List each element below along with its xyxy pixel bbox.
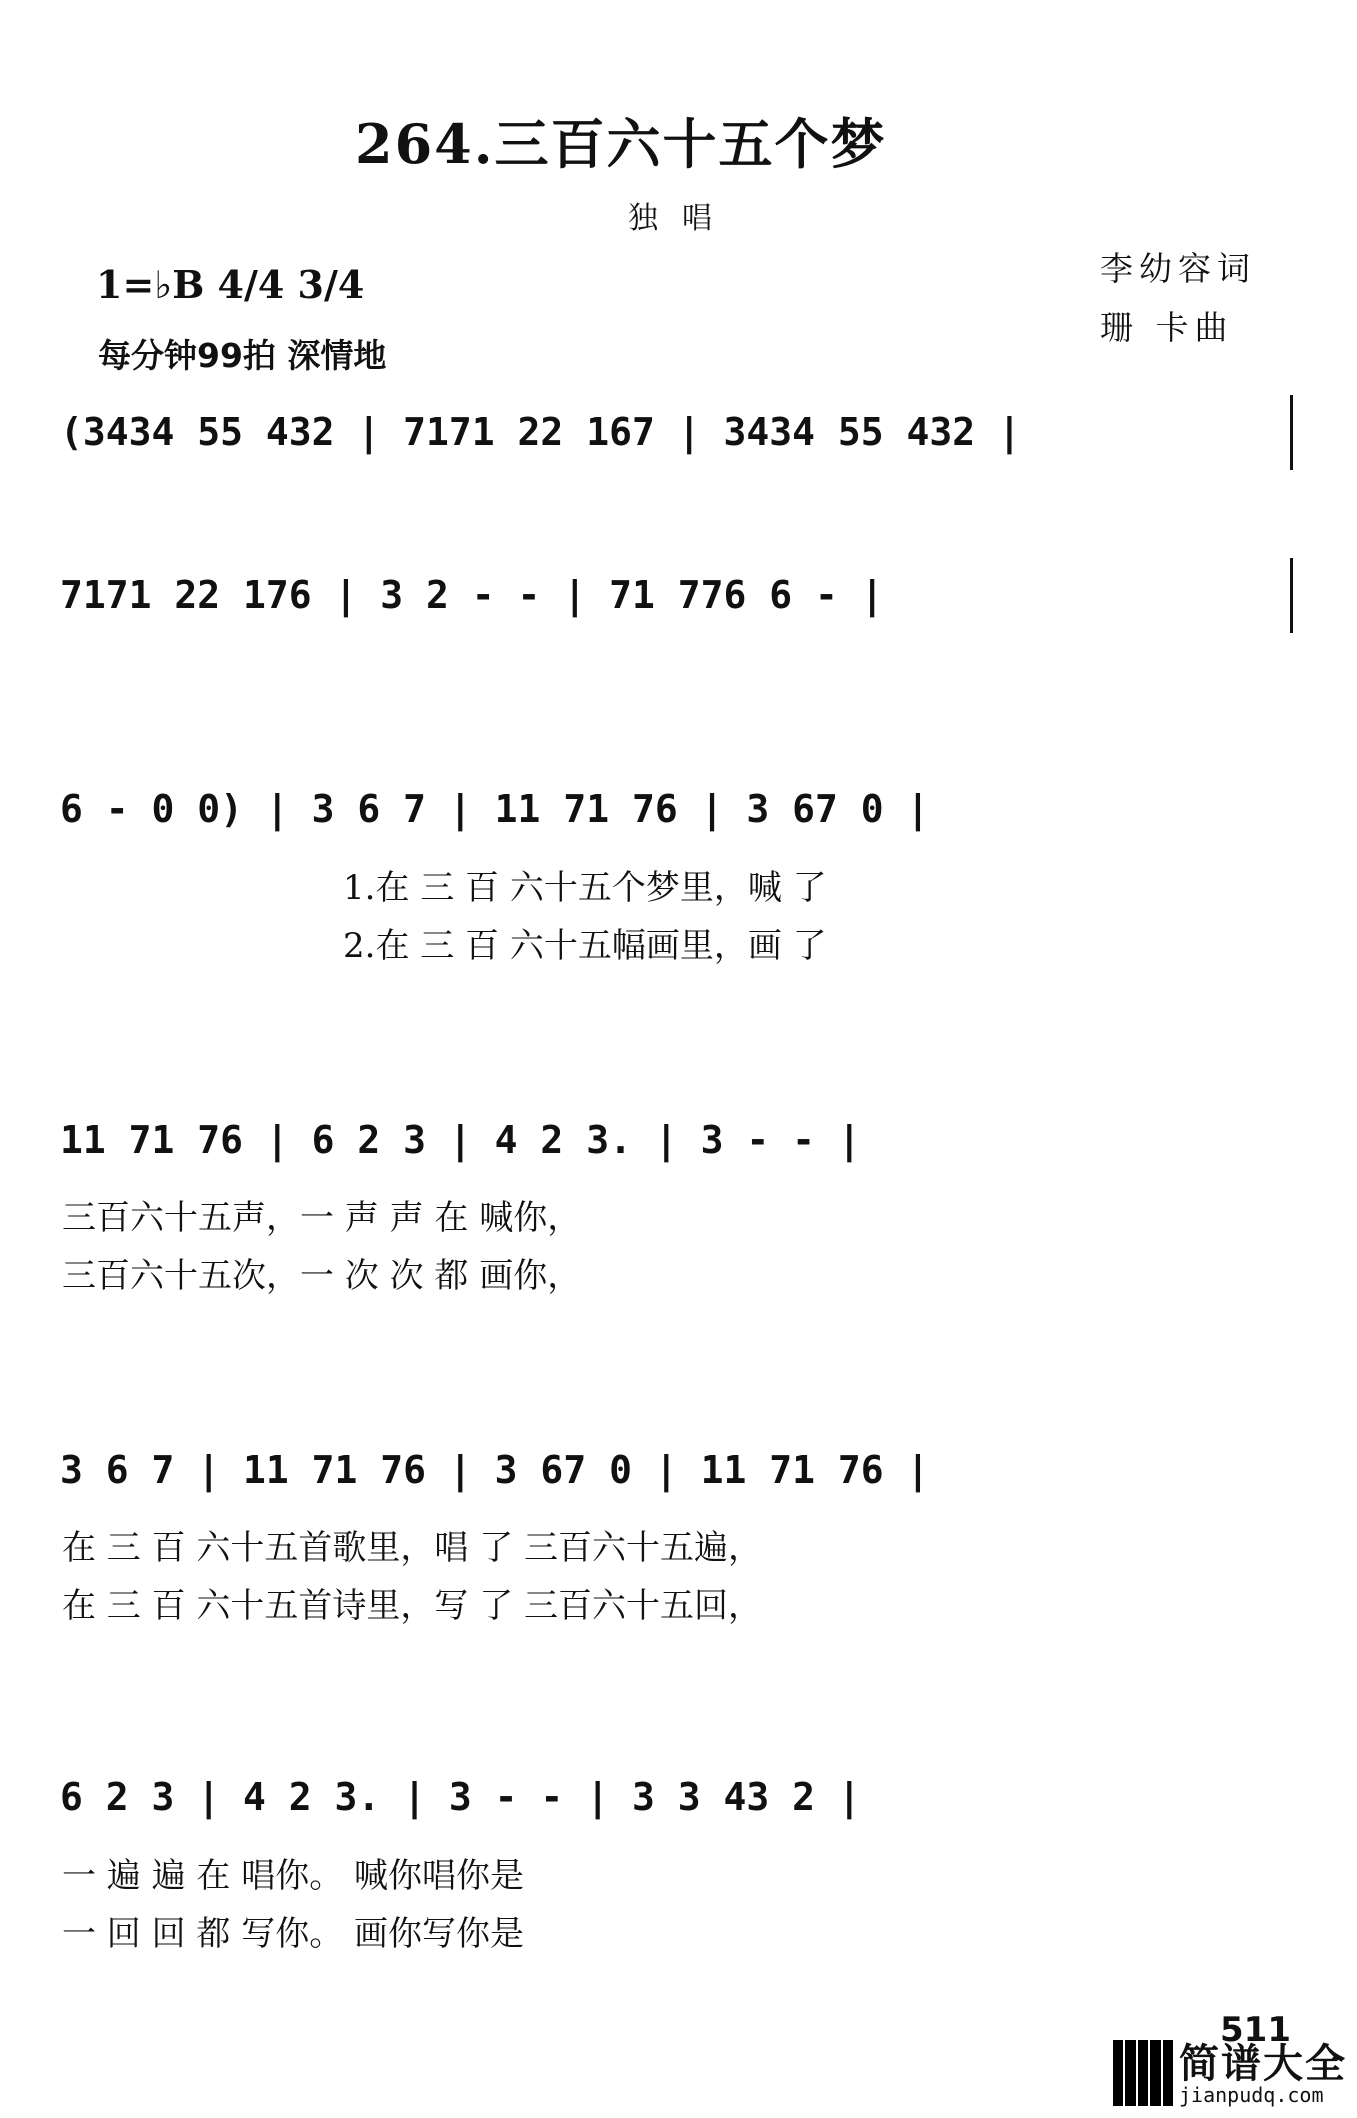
music-system-2: 7171 22 176 | 3 2 - - | 71 776 6 - | [60,573,884,617]
watermark-site: jianpudq.com [1179,2083,1324,2107]
piano-keys-icon [1113,2040,1173,2106]
tempo-marking: 每分钟99拍 深情地 [98,336,387,375]
lyric-verse-1: 一 遍 遍 在 唱你。 喊你唱你是 [62,1856,525,1896]
song-title: 264.三百六十五个梦 [355,112,887,176]
lyric-verse-1: 三百六十五声，一 声 声 在 喊你， [62,1198,582,1238]
lyric-verse-2: 一 回 回 都 写你。 画你写你是 [62,1914,525,1954]
watermark-logo [1113,2040,1347,2106]
page-number: 511 [1220,2010,1291,2050]
composer-credit: 珊 卡曲 [1100,308,1234,347]
lyricist-credit: 李幼容词 [1100,249,1256,288]
key-signature: 1=♭B 4/4 3/4 [96,262,365,307]
music-system-4: 11 71 76 | 6 2 3 | 4 2 3. | 3 - - | [60,1118,861,1162]
watermark-name: 简谱大全 [1179,2041,1347,2087]
lyric-verse-2: 在 三 百 六十五首诗里，写 了 三百六十五回， [62,1586,763,1626]
music-system-5: 3 6 7 | 11 71 76 | 3 67 0 | 11 71 76 | [60,1448,930,1492]
music-system-1: (3434 55 432 | 7171 22 167 | 3434 55 432 | [60,410,1021,454]
music-system-3: 6 - 0 0) | 3 6 7 | 11 71 76 | 3 67 0 | [60,787,930,831]
lyric-verse-2: 三百六十五次，一 次 次 都 画你， [62,1256,582,1296]
lyric-verse-1: 1.在 三 百 六十五个梦里，喊 了 [343,868,827,908]
music-system-6: 6 2 3 | 4 2 3. | 3 - - | 3 3 43 2 | [60,1775,861,1819]
lyric-verse-1: 在 三 百 六十五首歌里，唱 了 三百六十五遍， [62,1528,763,1568]
song-subtitle: 独唱 [628,201,736,236]
lyric-verse-2: 2.在 三 百 六十五幅画里，画 了 [343,926,827,966]
barline [1290,395,1293,470]
barline [1290,558,1293,633]
